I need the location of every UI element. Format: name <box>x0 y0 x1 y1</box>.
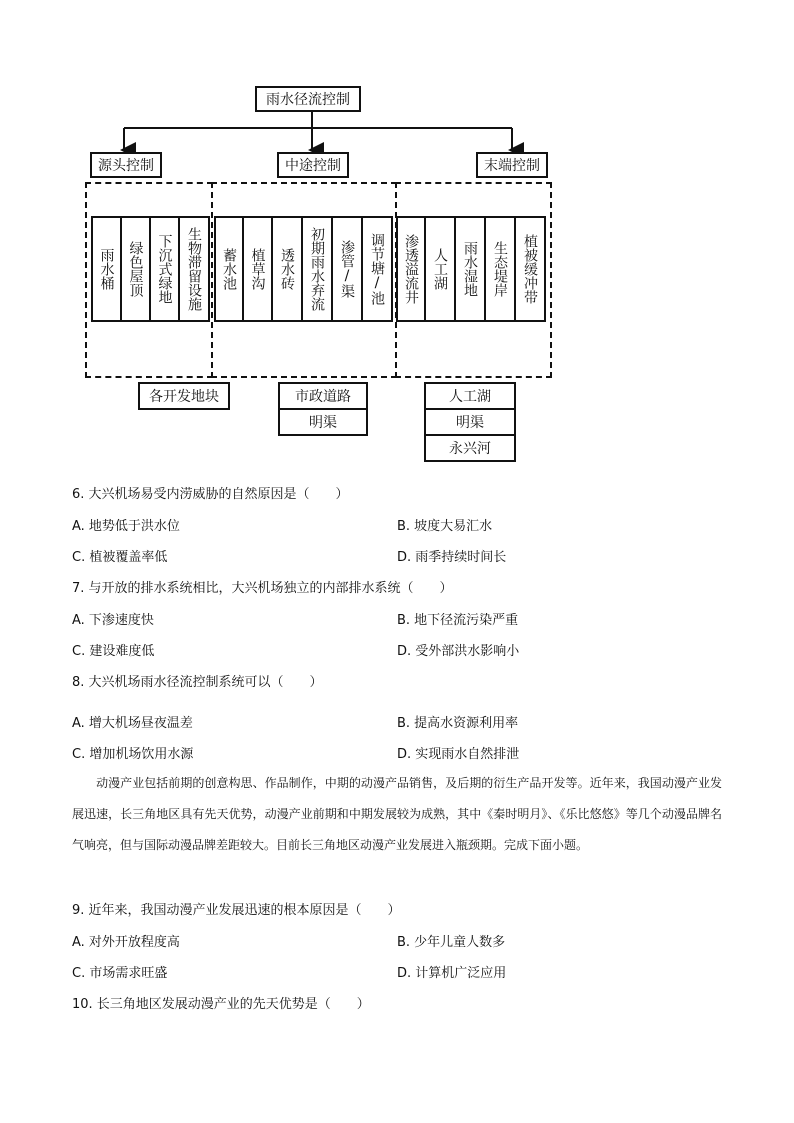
question-9-option-a: A. 对外开放程度高 <box>72 935 180 950</box>
question-7-option-d: D. 受外部洪水影响小 <box>397 644 520 659</box>
question-6-option-c: C. 植被覆盖率低 <box>72 550 168 565</box>
scope-item: 市政道路 <box>280 384 366 410</box>
question-8-option-b: B. 提高水资源利用率 <box>397 716 519 731</box>
category-end: 末端控制 <box>476 152 548 178</box>
item-initial-rain-diversion: 初期雨水弃流 <box>301 216 333 322</box>
item-sunken-greenland: 下沉式绿地 <box>149 216 180 322</box>
question-9-option-c: C. 市场需求旺盛 <box>72 966 168 981</box>
item-rain-wetland: 雨水湿地 <box>454 216 486 322</box>
item-seepage-pipe: 渗管/渠 <box>331 216 363 322</box>
item-eco-bank: 生态堤岸 <box>484 216 516 322</box>
item-permeable-brick: 透水砖 <box>271 216 303 322</box>
question-8-option-d: D. 实现雨水自然排泄 <box>397 747 520 762</box>
scope-item: 永兴河 <box>449 441 491 457</box>
scope-item: 人工湖 <box>426 384 514 410</box>
category-source: 源头控制 <box>90 152 162 178</box>
question-7-option-c: C. 建设难度低 <box>72 644 155 659</box>
item-overflow-well: 渗透溢流井 <box>396 216 426 322</box>
item-bioretention: 生物滞留设施 <box>178 216 210 322</box>
question-6-option-d: D. 雨季持续时间长 <box>397 550 507 565</box>
item-rain-barrel: 雨水桶 <box>91 216 122 322</box>
question-9-option-b: B. 少年儿童人数多 <box>397 935 506 950</box>
question-6-stem: 6. 大兴机场易受内涝威胁的自然原因是（ ） <box>72 487 349 502</box>
end-scope-box <box>424 382 516 462</box>
item-buffer-strip: 植被缓冲带 <box>514 216 546 322</box>
question-6-option-a: A. 地势低于洪水位 <box>72 519 180 534</box>
item-storage-pool: 蓄水池 <box>214 216 244 322</box>
question-8-option-c: C. 增加机场饮用水源 <box>72 747 194 762</box>
item-green-roof: 绿色屋顶 <box>120 216 151 322</box>
question-9-option-d: D. 计算机广泛应用 <box>397 966 507 981</box>
question-8-option-a: A. 增大机场昼夜温差 <box>72 716 193 731</box>
question-9-stem: 9. 近年来，我国动漫产业发展迅速的根本原因是（ ） <box>72 903 401 918</box>
root-box: 雨水径流控制 <box>255 86 361 112</box>
scope-item: 明渠 <box>309 415 337 431</box>
reading-passage: 动漫产业包括前期的创意构思、作品制作，中期的动漫产品销售，及后期的衍生产品开发等。近年来，我国动漫产业发展迅速，长三角地区具有先天优势，动漫产业前期和中期发展较为成熟，其中《秦时明月》、《乐比悠悠》等几个动漫品牌名气响亮，但与国际动漫品牌差距较大。目前长三角地区动漫产业发展进入瓶颈期。完成下面小题。 <box>72 776 722 852</box>
item-grass-swale: 植草沟 <box>242 216 273 322</box>
rainwater-control-diagram <box>0 0 794 470</box>
category-middle: 中途控制 <box>277 152 349 178</box>
scope-item: 各开发地块 <box>149 389 219 405</box>
question-7-option-a: A. 下渗速度快 <box>72 613 154 628</box>
question-6-option-b: B. 坡度大易汇水 <box>397 519 493 534</box>
question-7-stem: 7. 与开放的排水系统相比，大兴机场独立的内部排水系统（ ） <box>72 581 453 596</box>
question-8-stem: 8. 大兴机场雨水径流控制系统可以（ ） <box>72 675 323 690</box>
scope-item: 明渠 <box>426 410 514 436</box>
item-regulating-pond: 调节塘/池 <box>361 216 393 322</box>
middle-scope-box <box>278 382 368 436</box>
question-7-option-b: B. 地下径流污染严重 <box>397 613 519 628</box>
item-artificial-lake: 人工湖 <box>424 216 456 322</box>
question-10-stem: 10. 长三角地区发展动漫产业的先天优势是（ ） <box>72 997 370 1012</box>
source-scope-box <box>138 382 230 410</box>
